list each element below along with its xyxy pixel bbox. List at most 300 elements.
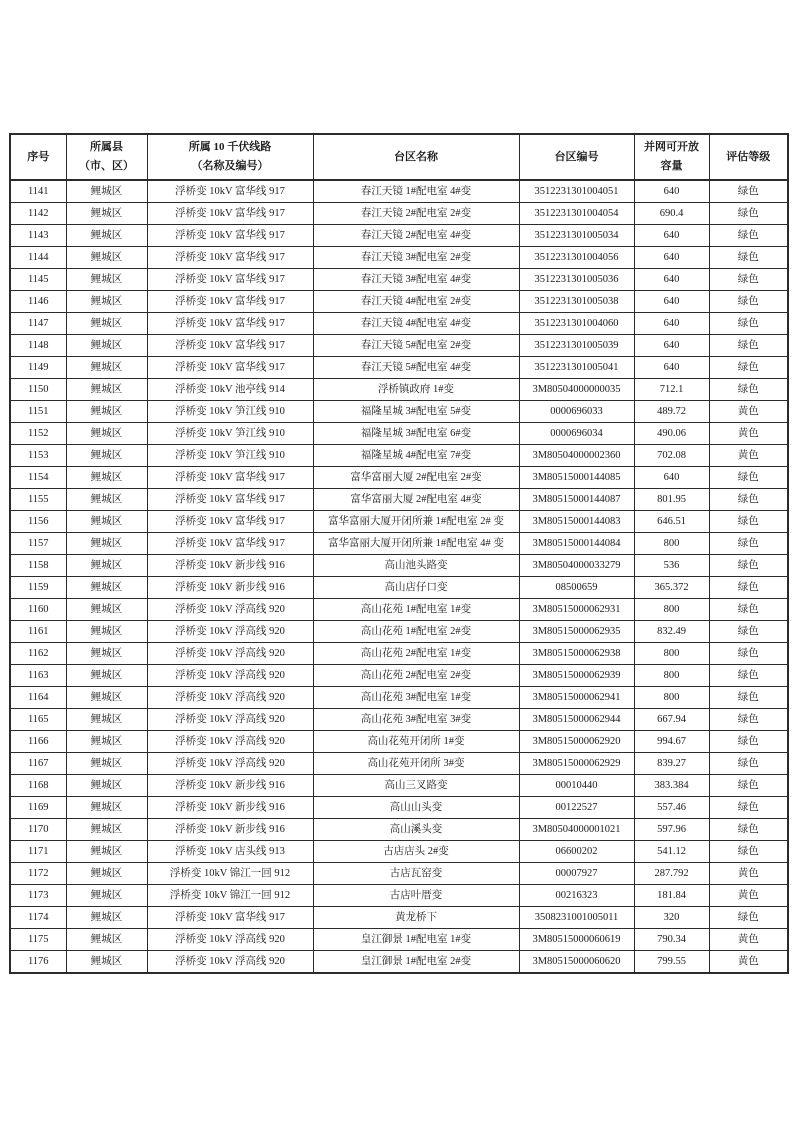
- cell-station-name: 富华富丽大厦开闭所兼 1#配电室 2# 变: [313, 511, 519, 533]
- cell-10kv-line: 浮桥变 10kV 锦江一回 912: [147, 885, 313, 907]
- cell-station-id: 3M80504000000035: [519, 379, 634, 401]
- cell-district: 鲤城区: [66, 819, 147, 841]
- cell-open-capacity: 640: [634, 313, 709, 335]
- cell-assessment-grade: 绿色: [709, 555, 788, 577]
- table-row: [10, 511, 788, 533]
- cell-open-capacity: 800: [634, 599, 709, 621]
- cell-assessment-grade: 绿色: [709, 621, 788, 643]
- cell-assessment-grade: 绿色: [709, 225, 788, 247]
- cell-seq-number: 1158: [10, 555, 66, 577]
- cell-seq-number: 1153: [10, 445, 66, 467]
- table-row: [10, 379, 788, 401]
- cell-district: 鲤城区: [66, 841, 147, 863]
- table-row: [10, 775, 788, 797]
- cell-district: 鲤城区: [66, 401, 147, 423]
- cell-seq-number: 1150: [10, 379, 66, 401]
- cell-seq-number: 1160: [10, 599, 66, 621]
- table-header: [10, 134, 788, 180]
- cell-station-name: 福隆星城 3#配电室 6#变: [313, 423, 519, 445]
- cell-assessment-grade: 黄色: [709, 863, 788, 885]
- column-header-line: 所属 10 千伏线路: [188, 141, 272, 153]
- table-row: [10, 951, 788, 974]
- cell-assessment-grade: 绿色: [709, 203, 788, 225]
- cell-station-name: 古店叶厝变: [313, 885, 519, 907]
- cell-station-id: 3512231301004054: [519, 203, 634, 225]
- cell-station-id: 06600202: [519, 841, 634, 863]
- cell-open-capacity: 646.51: [634, 511, 709, 533]
- cell-assessment-grade: 绿色: [709, 577, 788, 599]
- cell-assessment-grade: 绿色: [709, 313, 788, 335]
- cell-10kv-line: 浮桥变 10kV 新步线 916: [147, 819, 313, 841]
- cell-10kv-line: 浮桥变 10kV 浮高线 920: [147, 599, 313, 621]
- cell-seq-number: 1147: [10, 313, 66, 335]
- cell-10kv-line: 浮桥变 10kV 浮高线 920: [147, 687, 313, 709]
- cell-seq-number: 1162: [10, 643, 66, 665]
- column-header-assessment-grade: [709, 134, 788, 180]
- cell-seq-number: 1151: [10, 401, 66, 423]
- table-row: [10, 555, 788, 577]
- cell-district: 鲤城区: [66, 247, 147, 269]
- cell-district: 鲤城区: [66, 533, 147, 555]
- cell-station-name: 春江天镜 1#配电室 4#变: [313, 180, 519, 203]
- cell-assessment-grade: 绿色: [709, 533, 788, 555]
- cell-assessment-grade: 黄色: [709, 951, 788, 974]
- cell-assessment-grade: 绿色: [709, 841, 788, 863]
- cell-station-name: 浮桥镇政府 1#变: [313, 379, 519, 401]
- cell-assessment-grade: 绿色: [709, 357, 788, 379]
- cell-seq-number: 1144: [10, 247, 66, 269]
- cell-open-capacity: 541.12: [634, 841, 709, 863]
- cell-10kv-line: 浮桥变 10kV 浮高线 920: [147, 643, 313, 665]
- cell-station-id: 00122527: [519, 797, 634, 819]
- cell-station-name: 春江天镜 3#配电室 4#变: [313, 269, 519, 291]
- column-header-line: 序号: [27, 150, 50, 163]
- cell-open-capacity: 287.792: [634, 863, 709, 885]
- cell-seq-number: 1157: [10, 533, 66, 555]
- cell-open-capacity: 640: [634, 467, 709, 489]
- cell-10kv-line: 浮桥变 10kV 富华线 917: [147, 225, 313, 247]
- cell-assessment-grade: 黄色: [709, 445, 788, 467]
- cell-station-id: 3M80515000062935: [519, 621, 634, 643]
- cell-district: 鲤城区: [66, 445, 147, 467]
- table-row: [10, 203, 788, 225]
- cell-seq-number: 1161: [10, 621, 66, 643]
- cell-district: 鲤城区: [66, 665, 147, 687]
- cell-station-name: 高山山头变: [313, 797, 519, 819]
- cell-assessment-grade: 绿色: [709, 665, 788, 687]
- cell-assessment-grade: 绿色: [709, 511, 788, 533]
- cell-station-id: 3512231301004056: [519, 247, 634, 269]
- table-row: [10, 180, 788, 203]
- cell-district: 鲤城区: [66, 643, 147, 665]
- cell-10kv-line: 浮桥变 10kV 笋江线 910: [147, 401, 313, 423]
- table-row: [10, 423, 788, 445]
- cell-assessment-grade: 绿色: [709, 907, 788, 929]
- table-row: [10, 709, 788, 731]
- cell-station-name: 高山三叉路变: [313, 775, 519, 797]
- cell-open-capacity: 712.1: [634, 379, 709, 401]
- cell-station-name: 福隆星城 4#配电室 7#变: [313, 445, 519, 467]
- cell-10kv-line: 浮桥变 10kV 新步线 916: [147, 797, 313, 819]
- cell-10kv-line: 浮桥变 10kV 笋江线 910: [147, 445, 313, 467]
- cell-open-capacity: 181.84: [634, 885, 709, 907]
- cell-open-capacity: 365.372: [634, 577, 709, 599]
- cell-10kv-line: 浮桥变 10kV 富华线 917: [147, 335, 313, 357]
- cell-district: 鲤城区: [66, 511, 147, 533]
- cell-open-capacity: 832.49: [634, 621, 709, 643]
- table-row: [10, 687, 788, 709]
- column-header-station-id: [519, 134, 634, 180]
- cell-10kv-line: 浮桥变 10kV 锦江一回 912: [147, 863, 313, 885]
- cell-10kv-line: 浮桥变 10kV 富华线 917: [147, 180, 313, 203]
- cell-district: 鲤城区: [66, 379, 147, 401]
- cell-assessment-grade: 黄色: [709, 885, 788, 907]
- cell-district: 鲤城区: [66, 357, 147, 379]
- cell-district: 鲤城区: [66, 555, 147, 577]
- table-row: [10, 753, 788, 775]
- cell-10kv-line: 浮桥变 10kV 浮高线 920: [147, 929, 313, 951]
- cell-district: 鲤城区: [66, 907, 147, 929]
- cell-seq-number: 1176: [10, 951, 66, 974]
- cell-station-name: 富华富丽大厦 2#配电室 2#变: [313, 467, 519, 489]
- table-row: [10, 269, 788, 291]
- column-header-open-capacity: [634, 134, 709, 180]
- cell-station-id: 3512231301005036: [519, 269, 634, 291]
- cell-10kv-line: 浮桥变 10kV 浮高线 920: [147, 621, 313, 643]
- cell-assessment-grade: 绿色: [709, 180, 788, 203]
- cell-station-name: 高山花苑开闭所 1#变: [313, 731, 519, 753]
- cell-station-name: 春江天镜 5#配电室 2#变: [313, 335, 519, 357]
- column-header-station-name: [313, 134, 519, 180]
- cell-district: 鲤城区: [66, 687, 147, 709]
- cell-district: 鲤城区: [66, 269, 147, 291]
- table-row: [10, 313, 788, 335]
- cell-station-id: 00216323: [519, 885, 634, 907]
- cell-station-name: 富华富丽大厦 2#配电室 4#变: [313, 489, 519, 511]
- cell-station-name: 古店店头 2#变: [313, 841, 519, 863]
- cell-district: 鲤城区: [66, 291, 147, 313]
- table-row: [10, 929, 788, 951]
- table-row: [10, 907, 788, 929]
- cell-open-capacity: 799.55: [634, 951, 709, 974]
- cell-10kv-line: 浮桥变 10kV 富华线 917: [147, 489, 313, 511]
- cell-station-name: 福隆星城 3#配电室 5#变: [313, 401, 519, 423]
- cell-station-name: 高山花苑 1#配电室 2#变: [313, 621, 519, 643]
- cell-station-id: 3M80515000062944: [519, 709, 634, 731]
- cell-10kv-line: 浮桥变 10kV 浮高线 920: [147, 753, 313, 775]
- cell-open-capacity: 489.72: [634, 401, 709, 423]
- cell-district: 鲤城区: [66, 753, 147, 775]
- cell-assessment-grade: 绿色: [709, 775, 788, 797]
- cell-assessment-grade: 黄色: [709, 423, 788, 445]
- table-row: [10, 225, 788, 247]
- cell-station-id: 3512231301005034: [519, 225, 634, 247]
- table-row: [10, 445, 788, 467]
- cell-open-capacity: 640: [634, 180, 709, 203]
- cell-seq-number: 1174: [10, 907, 66, 929]
- table-row: [10, 401, 788, 423]
- cell-open-capacity: 490.06: [634, 423, 709, 445]
- cell-open-capacity: 800: [634, 665, 709, 687]
- cell-assessment-grade: 绿色: [709, 819, 788, 841]
- cell-district: 鲤城区: [66, 423, 147, 445]
- cell-seq-number: 1167: [10, 753, 66, 775]
- column-header-line: 评估等级: [726, 150, 771, 163]
- cell-seq-number: 1146: [10, 291, 66, 313]
- cell-10kv-line: 浮桥变 10kV 富华线 917: [147, 313, 313, 335]
- cell-open-capacity: 702.08: [634, 445, 709, 467]
- cell-10kv-line: 浮桥变 10kV 浮高线 920: [147, 951, 313, 974]
- cell-10kv-line: 浮桥变 10kV 浮高线 920: [147, 731, 313, 753]
- cell-open-capacity: 557.46: [634, 797, 709, 819]
- cell-seq-number: 1171: [10, 841, 66, 863]
- cell-station-name: 皇江御景 1#配电室 1#变: [313, 929, 519, 951]
- cell-10kv-line: 浮桥变 10kV 新步线 916: [147, 555, 313, 577]
- cell-open-capacity: 640: [634, 269, 709, 291]
- cell-open-capacity: 640: [634, 335, 709, 357]
- cell-seq-number: 1141: [10, 180, 66, 203]
- cell-district: 鲤城区: [66, 489, 147, 511]
- cell-station-id: 3M80515000062920: [519, 731, 634, 753]
- cell-assessment-grade: 绿色: [709, 467, 788, 489]
- cell-district: 鲤城区: [66, 225, 147, 247]
- cell-station-name: 高山花苑 2#配电室 2#变: [313, 665, 519, 687]
- cell-open-capacity: 640: [634, 225, 709, 247]
- cell-seq-number: 1164: [10, 687, 66, 709]
- cell-open-capacity: 640: [634, 247, 709, 269]
- table-row: [10, 467, 788, 489]
- cell-district: 鲤城区: [66, 951, 147, 974]
- cell-assessment-grade: 绿色: [709, 797, 788, 819]
- cell-station-name: 黄龙桥下: [313, 907, 519, 929]
- column-header-10kv-line: [147, 134, 313, 180]
- cell-seq-number: 1166: [10, 731, 66, 753]
- cell-open-capacity: 790.34: [634, 929, 709, 951]
- cell-open-capacity: 383.384: [634, 775, 709, 797]
- table-row: [10, 357, 788, 379]
- cell-district: 鲤城区: [66, 313, 147, 335]
- header-row: [10, 134, 788, 180]
- cell-district: 鲤城区: [66, 709, 147, 731]
- table-row: [10, 885, 788, 907]
- cell-station-id: 3M80515000060620: [519, 951, 634, 974]
- cell-station-name: 高山池头路变: [313, 555, 519, 577]
- cell-district: 鲤城区: [66, 731, 147, 753]
- cell-10kv-line: 浮桥变 10kV 富华线 917: [147, 467, 313, 489]
- cell-10kv-line: 浮桥变 10kV 浮高线 920: [147, 709, 313, 731]
- cell-10kv-line: 浮桥变 10kV 富华线 917: [147, 357, 313, 379]
- column-header-line: （名称及编号）: [191, 160, 269, 172]
- cell-station-name: 高山花苑 2#配电室 1#变: [313, 643, 519, 665]
- cell-district: 鲤城区: [66, 929, 147, 951]
- table-row: [10, 819, 788, 841]
- cell-district: 鲤城区: [66, 180, 147, 203]
- cell-station-id: 3512231301004051: [519, 180, 634, 203]
- cell-district: 鲤城区: [66, 203, 147, 225]
- cell-seq-number: 1148: [10, 335, 66, 357]
- cell-seq-number: 1172: [10, 863, 66, 885]
- cell-station-name: 高山溪头变: [313, 819, 519, 841]
- cell-10kv-line: 浮桥变 10kV 富华线 917: [147, 533, 313, 555]
- cell-10kv-line: 浮桥变 10kV 富华线 917: [147, 247, 313, 269]
- column-header-seq-number: [10, 134, 66, 180]
- cell-seq-number: 1168: [10, 775, 66, 797]
- cell-district: 鲤城区: [66, 885, 147, 907]
- cell-seq-number: 1143: [10, 225, 66, 247]
- cell-district: 鲤城区: [66, 577, 147, 599]
- cell-station-id: 3M80515000062941: [519, 687, 634, 709]
- cell-assessment-grade: 绿色: [709, 753, 788, 775]
- cell-assessment-grade: 绿色: [709, 731, 788, 753]
- cell-station-name: 高山花苑开闭所 3#变: [313, 753, 519, 775]
- table-row: [10, 335, 788, 357]
- cell-seq-number: 1156: [10, 511, 66, 533]
- cell-district: 鲤城区: [66, 797, 147, 819]
- cell-station-id: 3M80504000002360: [519, 445, 634, 467]
- cell-seq-number: 1152: [10, 423, 66, 445]
- column-header-line: 台区编号: [554, 150, 599, 163]
- cell-seq-number: 1142: [10, 203, 66, 225]
- column-header-line: 所属县: [90, 141, 123, 153]
- cell-open-capacity: 800: [634, 533, 709, 555]
- cell-station-id: 3M80515000144085: [519, 467, 634, 489]
- cell-station-id: 3M80504000001021: [519, 819, 634, 841]
- cell-seq-number: 1175: [10, 929, 66, 951]
- table-row: [10, 489, 788, 511]
- cell-open-capacity: 800: [634, 643, 709, 665]
- cell-assessment-grade: 绿色: [709, 335, 788, 357]
- table-row: [10, 247, 788, 269]
- cell-station-name: 春江天镜 4#配电室 4#变: [313, 313, 519, 335]
- cell-assessment-grade: 绿色: [709, 379, 788, 401]
- cell-station-id: 3M80515000060619: [519, 929, 634, 951]
- cell-10kv-line: 浮桥变 10kV 富华线 917: [147, 269, 313, 291]
- cell-open-capacity: 320: [634, 907, 709, 929]
- cell-open-capacity: 597.96: [634, 819, 709, 841]
- cell-station-id: 00007927: [519, 863, 634, 885]
- cell-station-id: 3512231301004060: [519, 313, 634, 335]
- cell-10kv-line: 浮桥变 10kV 池亭线 914: [147, 379, 313, 401]
- cell-seq-number: 1163: [10, 665, 66, 687]
- cell-seq-number: 1154: [10, 467, 66, 489]
- cell-10kv-line: 浮桥变 10kV 富华线 917: [147, 907, 313, 929]
- cell-district: 鲤城区: [66, 863, 147, 885]
- cell-district: 鲤城区: [66, 467, 147, 489]
- cell-open-capacity: 839.27: [634, 753, 709, 775]
- cell-10kv-line: 浮桥变 10kV 笋江线 910: [147, 423, 313, 445]
- cell-station-id: 0000696033: [519, 401, 634, 423]
- cell-station-id: 3512231301005039: [519, 335, 634, 357]
- cell-station-name: 富华富丽大厦开闭所兼 1#配电室 4# 变: [313, 533, 519, 555]
- cell-seq-number: 1169: [10, 797, 66, 819]
- cell-10kv-line: 浮桥变 10kV 新步线 916: [147, 775, 313, 797]
- cell-station-name: 高山花苑 1#配电室 1#变: [313, 599, 519, 621]
- cell-open-capacity: 536: [634, 555, 709, 577]
- cell-station-id: 3M80515000144083: [519, 511, 634, 533]
- cell-station-id: 3512231301005038: [519, 291, 634, 313]
- cell-station-name: 高山店仔口变: [313, 577, 519, 599]
- cell-seq-number: 1149: [10, 357, 66, 379]
- cell-open-capacity: 994.67: [634, 731, 709, 753]
- table-row: [10, 731, 788, 753]
- cell-station-name: 皇江御景 1#配电室 2#变: [313, 951, 519, 974]
- cell-assessment-grade: 绿色: [709, 291, 788, 313]
- cell-open-capacity: 800: [634, 687, 709, 709]
- cell-assessment-grade: 绿色: [709, 687, 788, 709]
- cell-seq-number: 1159: [10, 577, 66, 599]
- cell-assessment-grade: 黄色: [709, 401, 788, 423]
- capacity-assessment-table: [9, 133, 789, 974]
- table-row: [10, 863, 788, 885]
- cell-open-capacity: 640: [634, 291, 709, 313]
- cell-district: 鲤城区: [66, 621, 147, 643]
- cell-station-name: 高山花苑 3#配电室 3#变: [313, 709, 519, 731]
- table-row: [10, 533, 788, 555]
- cell-assessment-grade: 绿色: [709, 247, 788, 269]
- cell-10kv-line: 浮桥变 10kV 店头线 913: [147, 841, 313, 863]
- cell-station-id: 3512231301005041: [519, 357, 634, 379]
- table-row: [10, 643, 788, 665]
- cell-station-name: 春江天镜 3#配电室 2#变: [313, 247, 519, 269]
- cell-station-id: 3M80515000062939: [519, 665, 634, 687]
- cell-seq-number: 1170: [10, 819, 66, 841]
- cell-station-name: 春江天镜 2#配电室 2#变: [313, 203, 519, 225]
- cell-10kv-line: 浮桥变 10kV 富华线 917: [147, 511, 313, 533]
- cell-station-name: 古店瓦窑变: [313, 863, 519, 885]
- column-header-line: 容量: [660, 160, 683, 172]
- column-header-line: 台区名称: [394, 150, 438, 163]
- cell-station-id: 0000696034: [519, 423, 634, 445]
- cell-district: 鲤城区: [66, 335, 147, 357]
- cell-assessment-grade: 绿色: [709, 709, 788, 731]
- cell-10kv-line: 浮桥变 10kV 富华线 917: [147, 291, 313, 313]
- column-header-district: [66, 134, 147, 180]
- cell-seq-number: 1155: [10, 489, 66, 511]
- cell-station-name: 春江天镜 2#配电室 4#变: [313, 225, 519, 247]
- cell-seq-number: 1165: [10, 709, 66, 731]
- cell-open-capacity: 801.95: [634, 489, 709, 511]
- table-row: [10, 291, 788, 313]
- cell-assessment-grade: 绿色: [709, 269, 788, 291]
- cell-station-id: 3M80504000033279: [519, 555, 634, 577]
- cell-station-id: 3M80515000062931: [519, 599, 634, 621]
- cell-assessment-grade: 绿色: [709, 599, 788, 621]
- cell-station-id: 3M80515000062938: [519, 643, 634, 665]
- column-header-line: （市、区）: [79, 160, 134, 172]
- cell-assessment-grade: 绿色: [709, 489, 788, 511]
- cell-seq-number: 1173: [10, 885, 66, 907]
- table-row: [10, 577, 788, 599]
- cell-10kv-line: 浮桥变 10kV 浮高线 920: [147, 665, 313, 687]
- column-header-line: 并网可开放: [644, 141, 699, 153]
- cell-station-id: 3M80515000062929: [519, 753, 634, 775]
- cell-open-capacity: 667.94: [634, 709, 709, 731]
- table-row: [10, 599, 788, 621]
- cell-10kv-line: 浮桥变 10kV 新步线 916: [147, 577, 313, 599]
- cell-open-capacity: 640: [634, 357, 709, 379]
- cell-station-name: 高山花苑 3#配电室 1#变: [313, 687, 519, 709]
- cell-open-capacity: 690.4: [634, 203, 709, 225]
- cell-station-name: 春江天镜 5#配电室 4#变: [313, 357, 519, 379]
- cell-district: 鲤城区: [66, 775, 147, 797]
- cell-station-id: 3M80515000144084: [519, 533, 634, 555]
- cell-station-id: 08500659: [519, 577, 634, 599]
- cell-station-name: 春江天镜 4#配电室 2#变: [313, 291, 519, 313]
- table-row: [10, 797, 788, 819]
- cell-seq-number: 1145: [10, 269, 66, 291]
- table-row: [10, 841, 788, 863]
- cell-10kv-line: 浮桥变 10kV 富华线 917: [147, 203, 313, 225]
